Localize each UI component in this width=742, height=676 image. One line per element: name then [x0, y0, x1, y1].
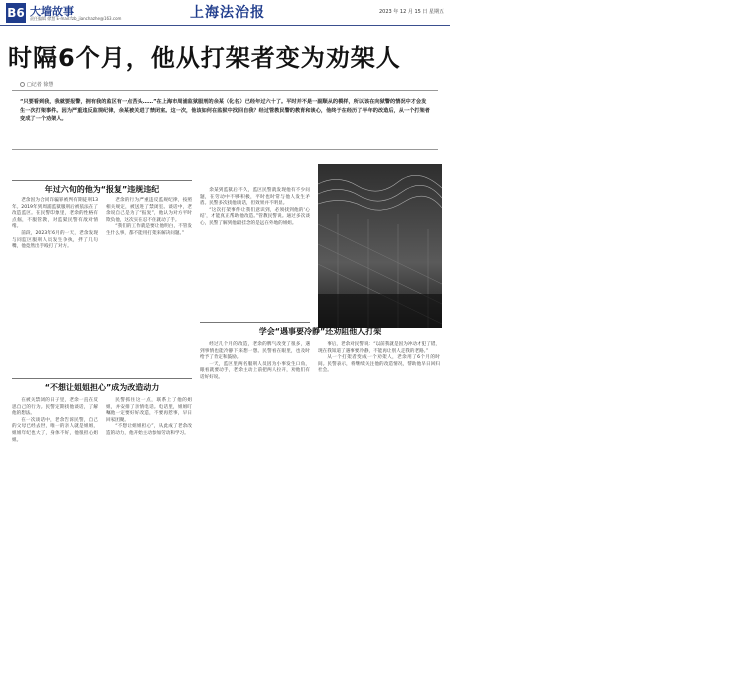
body-column-4	[12, 398, 98, 444]
editor-info: 责任编辑 徐慧 E-mail:fzb_jianchazhe@163.com	[30, 16, 122, 21]
prison-fence-image	[318, 164, 442, 328]
paragraph: 民警抓住这一点，联系上了他的姐姐，并安排了亲情电话。电话里，姐姐叮嘱他一定要好好改造，不要再惹事，早日回家团聚。	[106, 398, 192, 423]
byline-text: □记者 徐慧	[27, 82, 54, 88]
paragraph: 一天，监区里两名服刑人员因为小事发生口角，眼看就要动手，老余主动上前把两人拉开，劝他们有话好好说。	[200, 361, 310, 380]
article-byline	[20, 81, 53, 88]
paragraph: 在被关禁闭的日子里，老余一直在反思自己的行为。民警定期找他谈话，了解他的想法。	[12, 398, 98, 417]
section-divider	[200, 322, 310, 323]
body-column-5	[106, 398, 192, 438]
section-title-2: “不想让姐姐担心”成为改造动力	[44, 383, 160, 392]
article-headline: 时隔6个月，他从打架者变为劝架人	[8, 44, 401, 72]
article-lead: “只要看到我，我就要报警，拥有我的监区有一点苦头……”在上海市周浦监狱服刑的余某（化名）已经年过六十了。平时并不是一副顺从的模样，所以该在向狱警的情况中才会发生一次打架事件。因为严重违反监规纪律，余某被关进了禁闭室。这一次，他该如何在监狱中找回自我？经过管教民警的教育和谈心，他终于在经历了半年的改造后，从一个打架者变成了一个劝架人。	[12, 90, 438, 150]
photo-caption: 图源网络	[738, 482, 742, 505]
paragraph: “我们的工作就是要让他明白，不管发生什么事，都不能用打架来解决问题。”	[106, 224, 192, 236]
section-divider	[12, 180, 192, 181]
body-column-2	[106, 198, 192, 238]
section-title-3: 学会“遇事要冷静”还劝阻他人打架	[258, 327, 382, 336]
paragraph: 老余的行为严重违反监规纪律，按照相关规定，被送进了禁闭室。谈话中，老余说自己是为了“报复”，他认为对方平时欺负他，这次实在忍不住就动了手。	[106, 198, 192, 223]
paragraph: 余某到监狱后不久，监区民警就发现他有不少问题，在劳动中不够积极，平时也时常与他人发生矛盾。民警多次找他谈话，但效果并不明显。	[200, 188, 310, 207]
body-column-7	[318, 342, 440, 375]
paragraph: 事后，老余对民警说：“以前我就是因为冲动才犯了错，现在我知道了遇事要冷静，不能再让别人走我的老路。”	[318, 342, 440, 354]
section-title-1: 年过六旬的他为“报复”违规违纪	[44, 185, 160, 194]
paragraph: 在一次谈话中，老余告诉民警，自己的父母已经去世，唯一的亲人就是姐姐，姐姐年纪也大了，身体不好，他很担心姐姐。	[12, 417, 98, 443]
page-number: B6	[6, 3, 26, 23]
paragraph: 从一个打架者变成一个劝架人，老余用了6个月的时间。民警表示，将继续关注他的改造情况，帮助他早日回归社会。	[318, 355, 440, 374]
column-name: 大墙故事	[30, 5, 74, 18]
body-column-1	[12, 198, 98, 251]
paragraph: 经过几个月的改造，老余的脾气改变了很多，遇到事情也能冷静下来想一想。民警看在眼里，也及时给予了肯定和鼓励。	[200, 342, 310, 361]
paragraph: 老余因为合同诈骗罪被判有期徒刑13年。2019年到周浦监狱服刑后被依法在了改造监区。在民警印象里，老余的性格有点倔，不服管教，对监狱民警有敌对情绪。	[12, 198, 98, 230]
masthead	[0, 0, 450, 26]
paragraph: 前段，2023年6月的一天，老余发现与同监区服刑人员发生争执，拌了几句嘴，他竟然出手殴打了对方。	[12, 230, 98, 250]
body-column-6	[200, 342, 310, 382]
newspaper-logo: 上海法治报	[190, 5, 265, 21]
paragraph: “这次打架事件让我们意识到，必须找到他的‘心结’，才能真正帮助他改造。”管教民警说。通过多次谈心，民警了解到他最挂念的是远在外地的姐姐。	[200, 207, 310, 226]
issue-date: 2023 年 12 月 15 日 星期五	[379, 9, 444, 15]
section-divider	[12, 378, 192, 379]
body-column-3	[200, 188, 310, 228]
byline-icon	[20, 82, 25, 87]
paragraph: “不想让姐姐担心”，从此成了老余改造的动力，他开始主动参加劳动和学习。	[106, 424, 192, 436]
